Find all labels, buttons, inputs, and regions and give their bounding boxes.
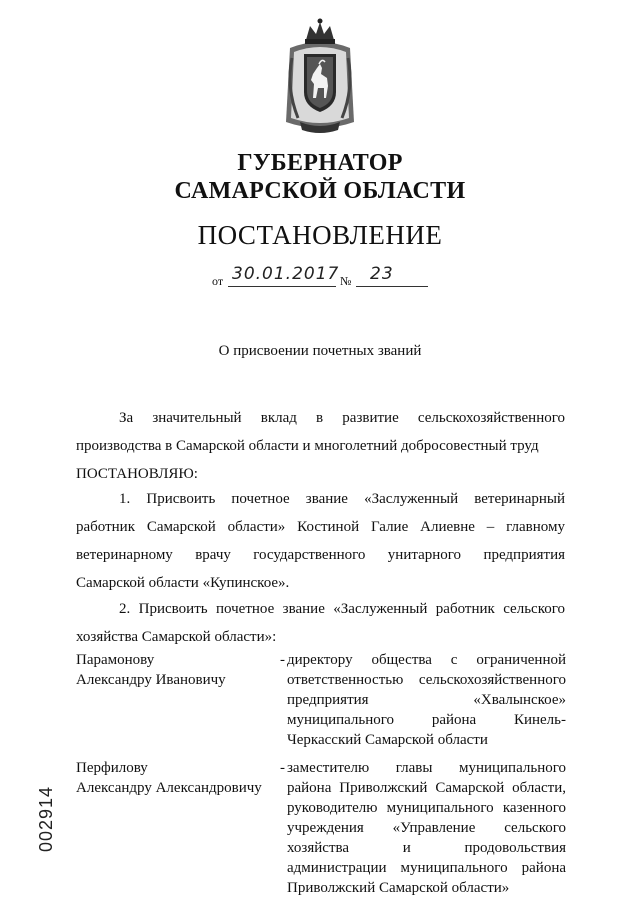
handwritten-date: 30.01.2017 [232,264,340,284]
decree-item-1 [76,485,565,597]
issuer-title-line2: САМАРСКОЙ ОБЛАСТИ [174,178,466,204]
preamble-line: производства в Самарской области и многолетний добросовестный труд [76,438,539,454]
preamble-line: За значительный вклад в развитие сельскохозяйственного [119,410,565,426]
decree-keyword: ПОСТАНОВЛЯЮ: [76,466,198,482]
document-subject: О присвоении почетных званий [218,343,422,359]
awardee-position: директору общества с ограниченной ответственностью сельскохозяйственного предприятия «Хвалынское» муниципального района Кинель-Черкасский Самарской области [287,652,566,748]
handwritten-number: 23 [370,264,394,284]
document-type: ПОСТАНОВЛЕНИЕ [197,220,443,250]
date-number-line [212,264,442,290]
number-underline [356,286,428,287]
serial-number: 002914 [36,785,56,852]
awardee-name [76,758,276,798]
number-sign-label: № [340,274,352,288]
awardee-position: заместителю главы муниципального района Приволжский Самарской области, руководителю муниципального казенного учреждения «Управление сельского хозяйства и продовольствия администрации муниципального района Приволжский Самарской области» [287,760,566,896]
awardee-given-names: Александру Александровичу [76,780,262,796]
item-line: работник Самарской области» Костиной Галие Алиевне – главному [76,519,565,535]
awardee-dash: - [280,760,285,776]
decree-item-2 [76,595,565,651]
item-line: 2. Присвоить почетное звание «Заслуженный работник сельского [119,601,565,617]
awardee-dash: - [280,652,285,668]
item-line: Самарской области «Купинское». [76,575,290,591]
issuer-title-line1: ГУБЕРНАТОР [237,150,403,176]
item-line: хозяйства Самарской области»: [76,629,277,645]
awardee-surname: Парамонову [76,652,155,668]
awardee-surname: Перфилову [76,760,148,776]
item-line: ветеринарному врачу государственного унитарного предприятия [76,547,565,563]
preamble-paragraph [76,404,565,488]
awardee-given-names: Александру Ивановичу [76,672,226,688]
date-prefix-label: от [212,274,224,288]
item-line: 1. Присвоить почетное звание «Заслуженный ветеринарный [119,491,565,507]
date-underline [228,286,336,287]
awardee-name [76,650,276,690]
samara-region-coat-of-arms-icon [280,18,360,136]
